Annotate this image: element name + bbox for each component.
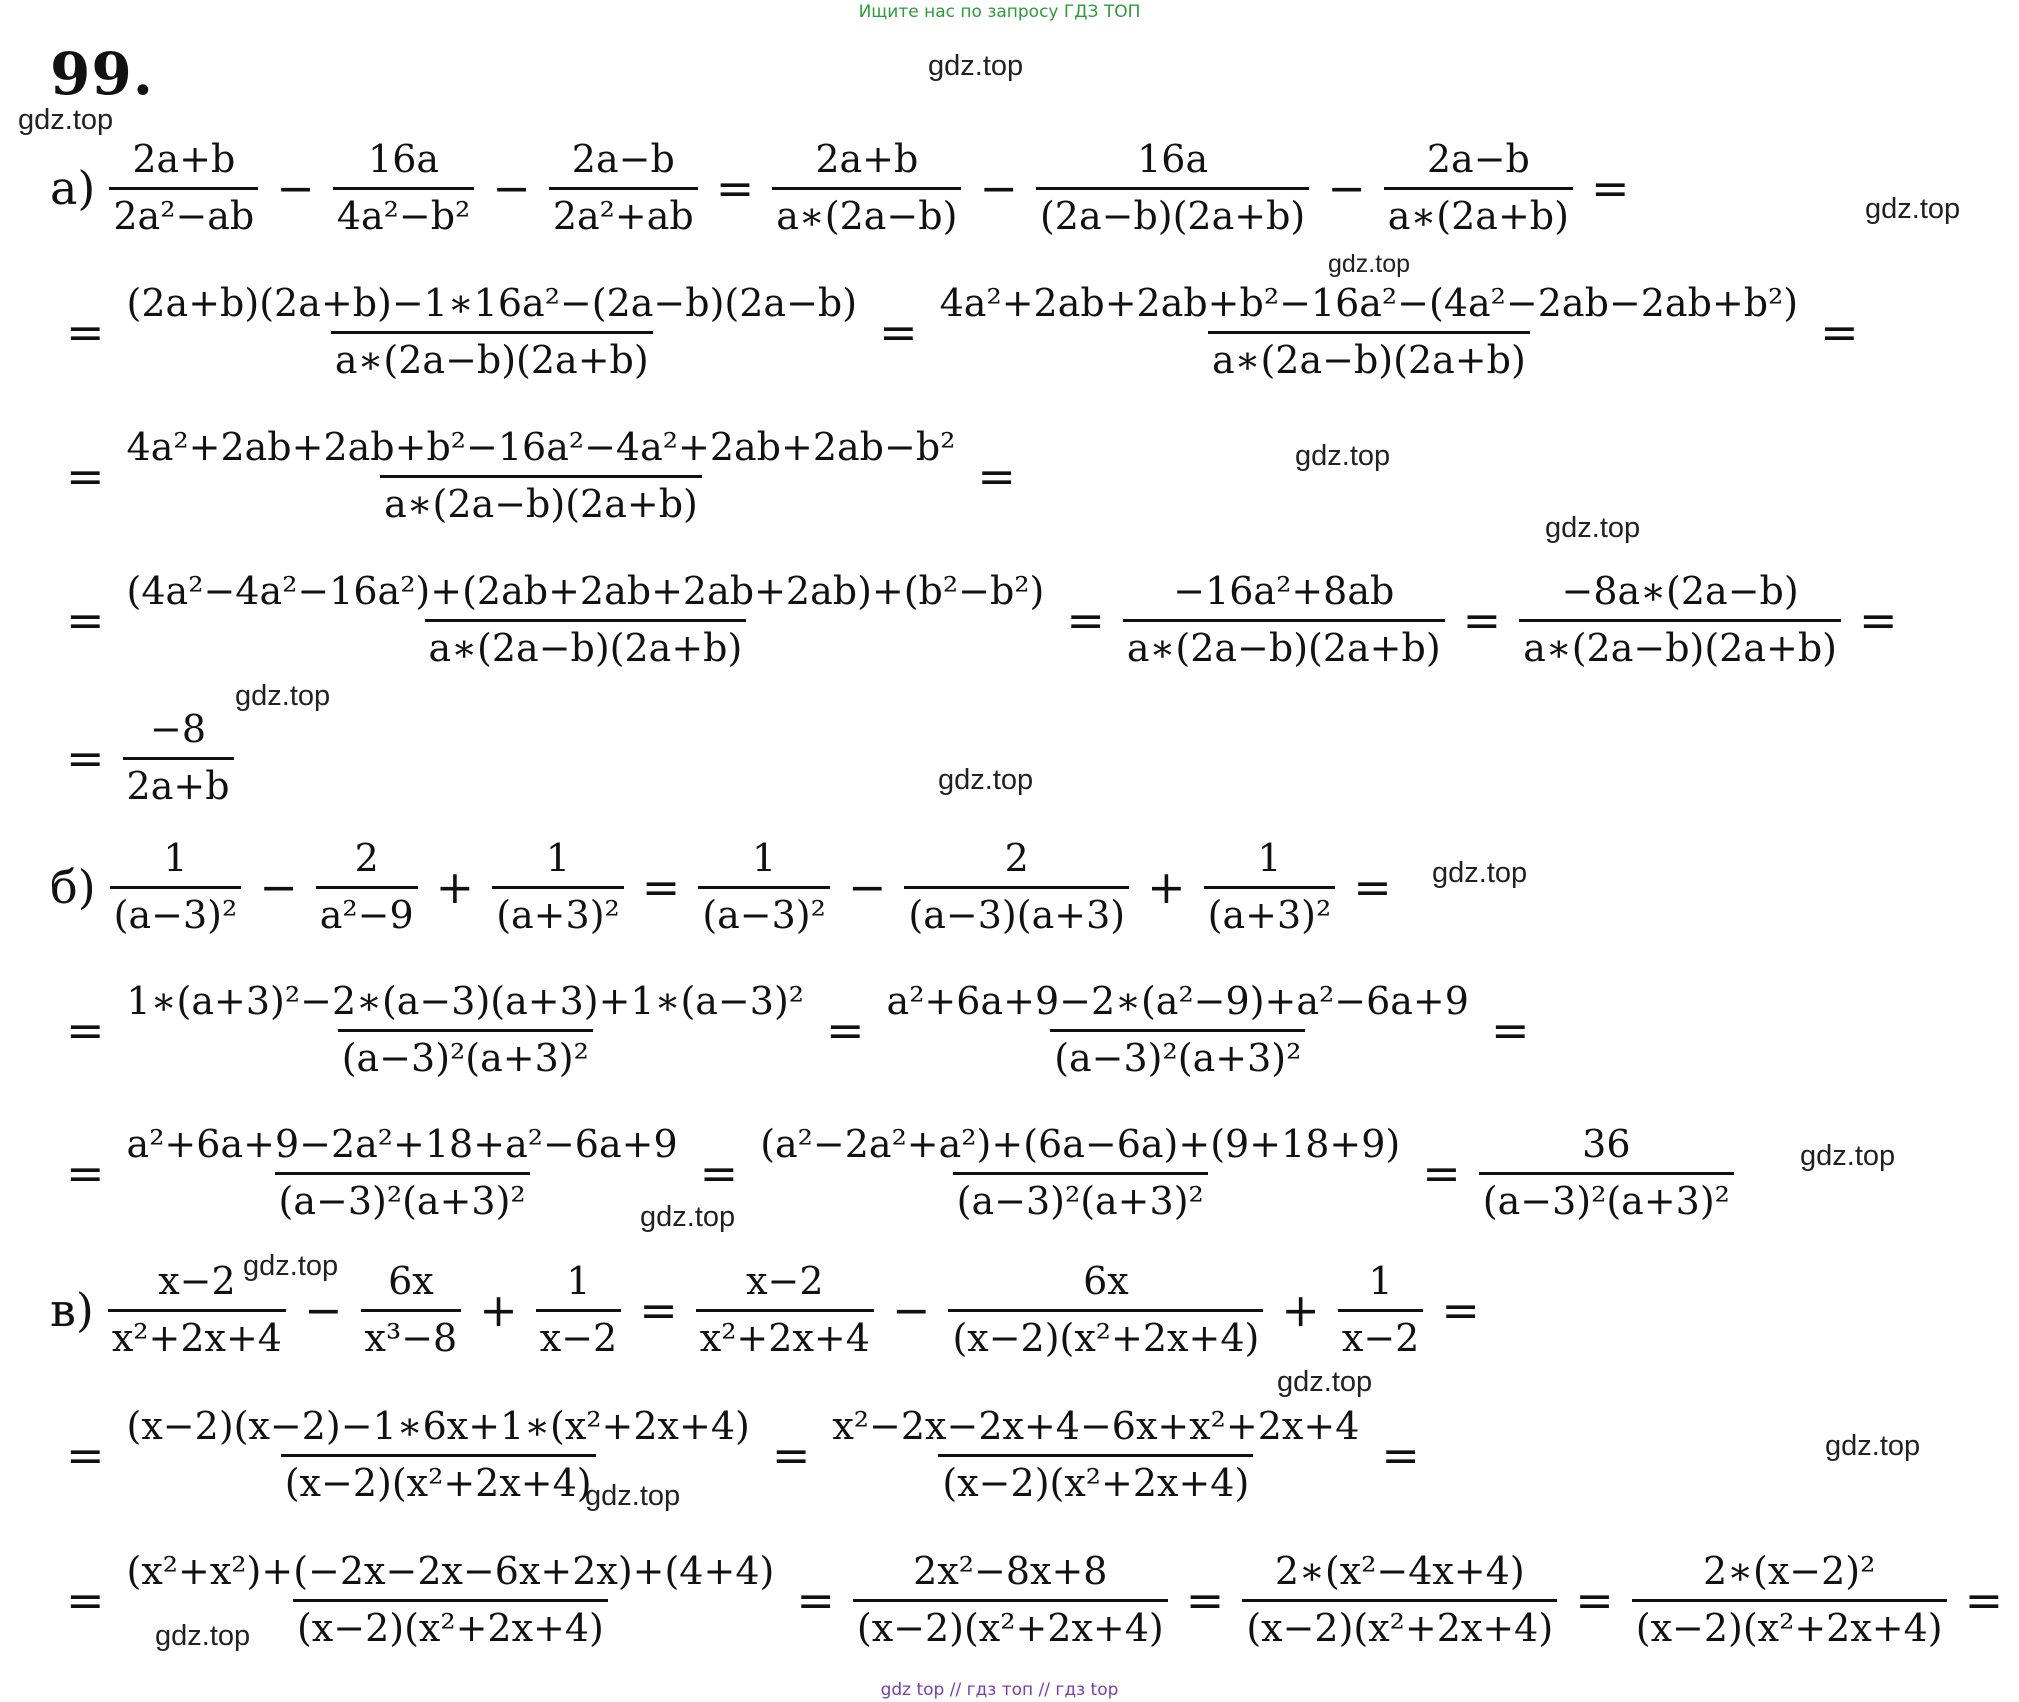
- watermark: gdz.top: [1545, 512, 1641, 544]
- numerator: 6x: [1083, 1258, 1129, 1303]
- watermark: gdz.top: [155, 1620, 251, 1652]
- watermark: gdz.top: [640, 1201, 736, 1233]
- denominator: (x−2)(x²+2x+4): [1242, 1599, 1557, 1650]
- fraction: [123, 280, 862, 382]
- numerator: −16a²+8ab: [1173, 568, 1395, 613]
- numerator: 36: [1582, 1121, 1631, 1166]
- solution-line-a2: [50, 262, 1875, 402]
- numerator: a²+6a+9−2a²+18+a²−6a+9: [126, 1121, 678, 1166]
- numerator: 1∗(a+3)²−2∗(a−3)(a+3)+1∗(a−3)²: [126, 978, 804, 1023]
- numerator: 6x: [388, 1258, 434, 1303]
- operator: =: [66, 1146, 105, 1200]
- denominator: 4a²−b²: [333, 187, 474, 238]
- operator: +: [1147, 860, 1186, 914]
- operator: =: [1859, 593, 1898, 647]
- numerator: 16a: [368, 136, 440, 181]
- fraction: [698, 835, 830, 937]
- fraction: [936, 280, 1803, 382]
- operator: +: [1281, 1283, 1320, 1337]
- numerator: −8: [150, 706, 207, 751]
- fraction: [536, 1258, 621, 1360]
- watermark: gdz.top: [1432, 857, 1528, 889]
- denominator: x³−8: [361, 1309, 462, 1360]
- numerator: (a²−2a²+a²)+(6a−6a)+(9+18+9): [760, 1121, 1401, 1166]
- numerator: 4a²+2ab+2ab+b²−16a²−4a²+2ab+2ab−b²: [126, 424, 956, 469]
- watermark: gdz.top: [1865, 193, 1961, 225]
- top-banner: Ищите нас по запросу ГДЗ ТОП: [858, 2, 1141, 22]
- operator: =: [66, 1003, 105, 1057]
- operator: =: [826, 1003, 865, 1057]
- operator: =: [796, 1573, 835, 1627]
- numerator: a²+6a+9−2∗(a²−9)+a²−6a+9: [886, 978, 1469, 1023]
- fraction: [1204, 835, 1336, 937]
- fraction: [1384, 136, 1573, 238]
- operator: −: [847, 860, 887, 914]
- fraction: [123, 1121, 682, 1223]
- operator: +: [479, 1283, 518, 1337]
- watermark: gdz.top: [1295, 440, 1391, 472]
- fraction: [123, 1548, 779, 1650]
- operator: =: [1820, 305, 1859, 359]
- fraction: [1123, 568, 1445, 670]
- denominator: a∗(2a−b)(2a+b): [1123, 619, 1445, 670]
- denominator: (a−3)²(a+3)²: [953, 1172, 1208, 1223]
- fraction: [492, 835, 624, 937]
- operator: −: [276, 161, 315, 215]
- denominator: 2a²+ab: [549, 187, 698, 238]
- fraction: [756, 1121, 1404, 1223]
- operator: −: [492, 161, 531, 215]
- numerator: (2a+b)(2a+b)−1∗16a²−(2a−b)(2a−b): [126, 280, 858, 325]
- numerator: x²−2x−2x+4−6x+x²+2x+4: [832, 1403, 1360, 1448]
- solution-line-b2: [50, 960, 1546, 1100]
- numerator: 2a+b: [132, 136, 236, 181]
- denominator: a∗(2a−b)(2a+b): [425, 619, 747, 670]
- operator: =: [66, 449, 105, 503]
- watermark: gdz.top: [585, 1480, 681, 1512]
- solution-line-a4: [50, 550, 1914, 690]
- watermark: gdz.top: [1800, 1140, 1896, 1172]
- numerator: 2x²−8x+8: [913, 1548, 1108, 1593]
- operator: =: [715, 161, 755, 215]
- operator: =: [66, 1428, 105, 1482]
- numerator: 1: [545, 835, 571, 880]
- denominator: (x−2)(x²+2x+4): [948, 1309, 1263, 1360]
- numerator: 1: [1257, 835, 1282, 880]
- operator: =: [699, 1146, 739, 1200]
- numerator: 2∗(x−2)²: [1703, 1548, 1876, 1593]
- part-label: в): [50, 1283, 94, 1337]
- watermark: gdz.top: [1277, 1366, 1373, 1398]
- numerator: 1: [163, 835, 188, 880]
- operator: −: [259, 860, 298, 914]
- fraction: [1632, 1548, 1947, 1650]
- footer: gdz top // гдз топ // гдз top: [880, 1680, 1119, 1700]
- fraction: [123, 978, 808, 1080]
- numerator: 16a: [1137, 136, 1209, 181]
- operator: =: [1185, 1573, 1225, 1627]
- numerator: 1: [566, 1258, 591, 1303]
- numerator: 2a−b: [571, 136, 675, 181]
- numerator: (x²+x²)+(−2x−2x−6x+2x)+(4+4): [126, 1548, 775, 1593]
- watermark: gdz.top: [235, 680, 331, 712]
- denominator: 2a+b: [123, 757, 234, 808]
- fraction: [1479, 1121, 1734, 1223]
- watermark: gdz.top: [928, 50, 1024, 82]
- operator: =: [639, 1283, 678, 1337]
- operator: =: [771, 1428, 811, 1482]
- numerator: 2a+b: [815, 136, 919, 181]
- operator: =: [1575, 1573, 1614, 1627]
- operator: −: [1327, 161, 1366, 215]
- operator: =: [1441, 1283, 1480, 1337]
- operator: =: [1381, 1428, 1420, 1482]
- fraction: [123, 706, 234, 808]
- operator: =: [977, 449, 1016, 503]
- fraction: [123, 568, 1049, 670]
- denominator: (x−2)(x²+2x+4): [938, 1454, 1253, 1505]
- operator: =: [1353, 860, 1392, 914]
- denominator: (2a−b)(2a+b): [1036, 187, 1309, 238]
- operator: =: [66, 1573, 105, 1627]
- watermark: gdz.top: [18, 104, 114, 136]
- watermark: gdz.top: [1825, 1430, 1921, 1462]
- operator: −: [303, 1283, 343, 1337]
- fraction: [123, 424, 960, 526]
- denominator: a∗(2a−b)(2a+b): [380, 475, 702, 526]
- fraction: [853, 1548, 1168, 1650]
- fraction: [772, 136, 961, 238]
- operator: =: [1590, 161, 1630, 215]
- denominator: (x−2)(x²+2x+4): [853, 1599, 1168, 1650]
- operator: =: [1422, 1146, 1461, 1200]
- fraction: [948, 1258, 1263, 1360]
- numerator: 2a−b: [1426, 136, 1530, 181]
- denominator: a∗(2a+b): [1384, 187, 1573, 238]
- fraction: [110, 835, 242, 937]
- fraction: [828, 1403, 1363, 1505]
- numerator: x−2: [158, 1258, 236, 1303]
- numerator: 1: [752, 835, 777, 880]
- operator: =: [641, 860, 681, 914]
- fraction: [333, 136, 474, 238]
- fraction: [109, 136, 258, 238]
- denominator: (a−3)²(a+3)²: [338, 1029, 593, 1080]
- solution-line-a1: [50, 118, 1645, 258]
- fraction: [316, 835, 418, 937]
- fraction: [1519, 568, 1841, 670]
- fraction: [549, 136, 698, 238]
- denominator: (a−3)(a+3): [904, 886, 1129, 937]
- part-label: а): [50, 161, 96, 215]
- solution-line-c1: [50, 1240, 1496, 1380]
- watermark: gdz.top: [938, 764, 1034, 796]
- denominator: a∗(2a−b)(2a+b): [1208, 331, 1530, 382]
- denominator: (a−3)²(a+3)²: [1050, 1029, 1305, 1080]
- denominator: x²+2x+4: [108, 1309, 286, 1360]
- numerator: (x−2)(x−2)−1∗6x+1∗(x²+2x+4): [126, 1403, 750, 1448]
- operator: =: [66, 593, 105, 647]
- fraction: [696, 1258, 874, 1360]
- denominator: (a+3)²: [1204, 886, 1336, 937]
- solution-line-c2: [50, 1385, 1436, 1525]
- watermark: gdz.top: [1328, 250, 1411, 278]
- operator: −: [979, 161, 1018, 215]
- operator: −: [891, 1283, 931, 1337]
- operator: =: [1964, 1573, 2004, 1627]
- problem-number: 99.: [50, 40, 154, 108]
- fraction: [1338, 1258, 1423, 1360]
- denominator: x−2: [1338, 1309, 1423, 1360]
- numerator: 2∗(x²−4x+4): [1274, 1548, 1525, 1593]
- denominator: x−2: [536, 1309, 621, 1360]
- numerator: −8a∗(2a−b): [1561, 568, 1799, 613]
- numerator: 2: [354, 835, 379, 880]
- fraction: [904, 835, 1129, 937]
- denominator: a∗(2a−b)(2a+b): [331, 331, 653, 382]
- denominator: x²+2x+4: [696, 1309, 874, 1360]
- denominator: (a−3)²: [110, 886, 242, 937]
- denominator: 2a²−ab: [109, 187, 258, 238]
- numerator: 1: [1368, 1258, 1393, 1303]
- denominator: (a−3)²(a+3)²: [1479, 1172, 1734, 1223]
- solution-line-c3: [50, 1530, 2019, 1670]
- operator: =: [66, 731, 105, 785]
- operator: =: [66, 305, 105, 359]
- operator: =: [1066, 593, 1105, 647]
- denominator: (x−2)(x²+2x+4): [293, 1599, 608, 1650]
- operator: =: [1490, 1003, 1530, 1057]
- denominator: a∗(2a−b)(2a+b): [1519, 619, 1841, 670]
- denominator: (a+3)²: [492, 886, 624, 937]
- numerator: (4a²−4a²−16a²)+(2ab+2ab+2ab+2ab)+(b²−b²): [126, 568, 1045, 613]
- numerator: 4a²+2ab+2ab+b²−16a²−(4a²−2ab−2ab+b²): [939, 280, 1799, 325]
- denominator: a²−9: [316, 886, 418, 937]
- denominator: (x−2)(x²+2x+4): [281, 1454, 596, 1505]
- fraction: [361, 1258, 462, 1360]
- denominator: (a−3)²(a+3)²: [275, 1172, 530, 1223]
- operator: +: [435, 860, 475, 914]
- solution-line-a5: [50, 688, 236, 828]
- numerator: 2: [1004, 835, 1029, 880]
- watermark: gdz.top: [243, 1250, 339, 1282]
- denominator: a∗(2a−b): [772, 187, 961, 238]
- fraction: [108, 1258, 286, 1360]
- fraction: [1242, 1548, 1557, 1650]
- solution-line-b3: [50, 1103, 1736, 1243]
- fraction: [1036, 136, 1309, 238]
- solution-line-a3: [50, 406, 1032, 546]
- numerator: x−2: [746, 1258, 824, 1303]
- denominator: (x−2)(x²+2x+4): [1632, 1599, 1947, 1650]
- fraction: [123, 1403, 754, 1505]
- denominator: (a−3)²: [698, 886, 830, 937]
- operator: =: [1462, 593, 1502, 647]
- solution-line-b1: [50, 817, 1408, 957]
- part-label: б): [50, 860, 96, 914]
- operator: =: [879, 305, 918, 359]
- fraction: [883, 978, 1473, 1080]
